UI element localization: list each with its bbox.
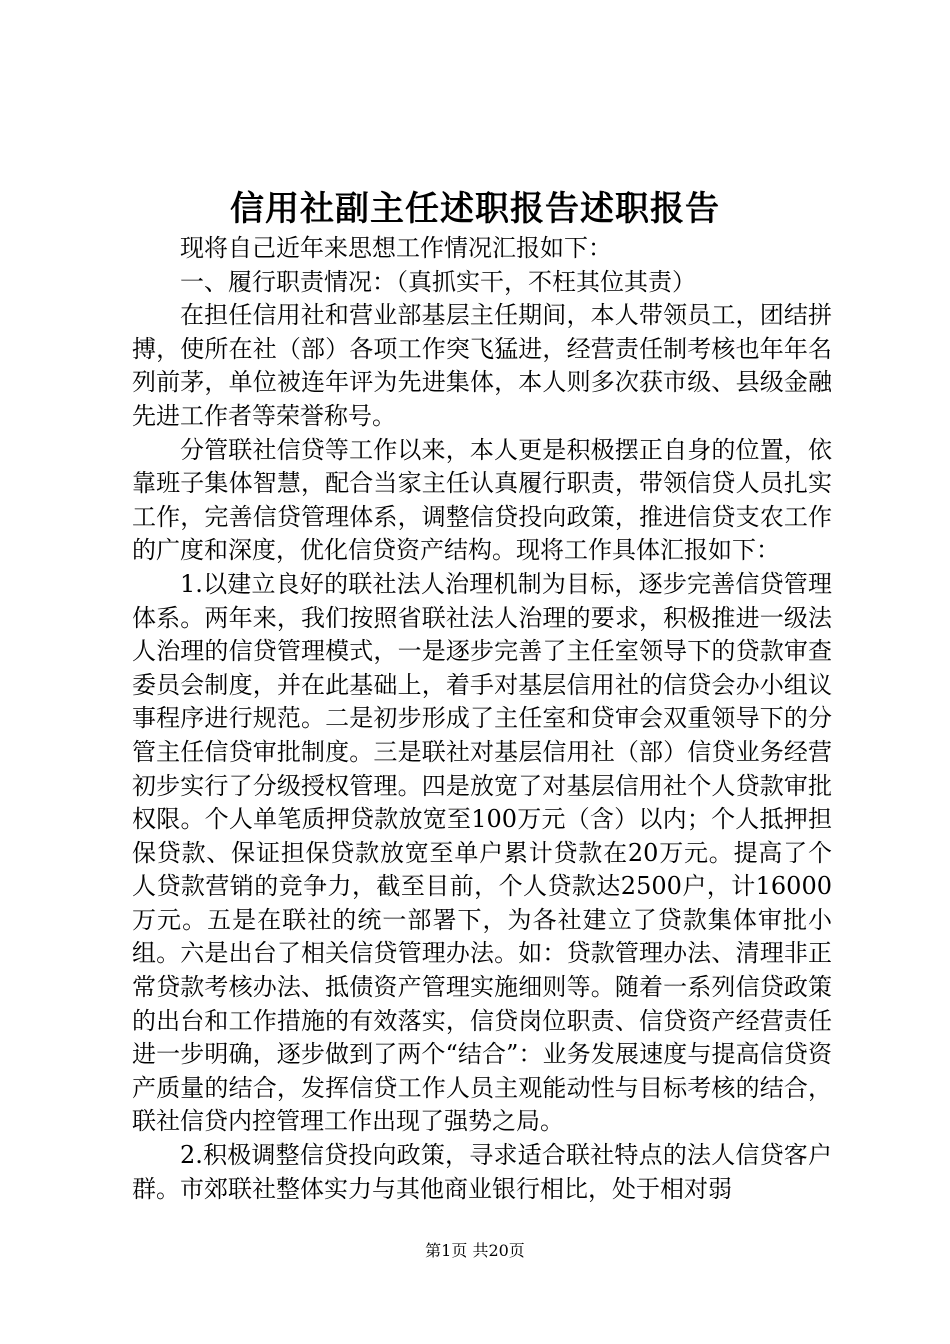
paragraph-section-heading: 一、履行职责情况：（真抓实干，不枉其位其责） [180,267,696,296]
document-title: 信用社副主任述职报告述职报告 [230,189,720,229]
paragraph-item-1: 1.以建立良好的联社法人治理机制为目标，逐步完善信贷管理体系。两年来，我们按照省联社法人治理的要求，积极推进一级法人治理的信贷管理模式，一是逐步完善了主任室领导下的贷款审查委员会制度，并在此基础上，着手对基层信用社的信贷会办小组议事程序进行规范。二是初步形成了主任室和贷审会双重领导下的分管主任信贷审批制度。三是联社对基层信用社（部）信贷业务经营初步实行了分级授权管理。四是放宽了对基层信用社个人贷款审批权限。个人单笔质押贷款放宽至100万元（含）以内；个人抵押担保贷款、保证担保贷款放宽至单户累计贷款在20万元。提高了个人贷款营销的竞争力，截至目前，个人贷款达2500户，计16000万元。五是在联社的统一部署下，为各社建立了贷款集体审批小组。六是出台了相关信贷管理办法。如：贷款管理办法、清理非正常贷款考核办法、抵债资产管理实施细则等。随着一系列信贷政策的出台和工作措施的有效落实，信贷岗位职责、信贷资产经营责任进一步明确，逐步做到了两个“结合”：业务发展速度与提高信贷资产质量的结合，发挥信贷工作人员主观能动性与目标考核的结合，联社信贷内控管理工作出现了强势之局。 [132,569,832,1136]
page-footer: 第1页 共20页 [425,1241,525,1260]
paragraph-credit-management: 分管联社信贷等工作以来，本人更是积极摆正自身的位置，依靠班子集体智慧，配合当家主任认真履行职责，带领信贷人员扎实工作，完善信贷管理体系，调整信贷投向政策，推进信贷支农工作的广度和深度，优化信贷资产结构。现将工作具体汇报如下： [132,435,832,565]
paragraph-item-2: 2.积极调整信贷投向政策，寻求适合联社特点的法人信贷客户群。市郊联社整体实力与其他商业银行相比，处于相对弱 [132,1141,832,1203]
document-body [132,232,832,1206]
paragraph-branch-director: 在担任信用社和营业部基层主任期间，本人带领员工，团结拼搏，使所在社（部）各项工作突飞猛进，经营责任制考核也年年名列前茅，单位被连年评为先进集体，本人则多次获市级、县级金融先进工作者等荣誉称号。 [132,301,832,430]
paragraph-intro: 现将自己近年来思想工作情况汇报如下： [180,234,612,262]
